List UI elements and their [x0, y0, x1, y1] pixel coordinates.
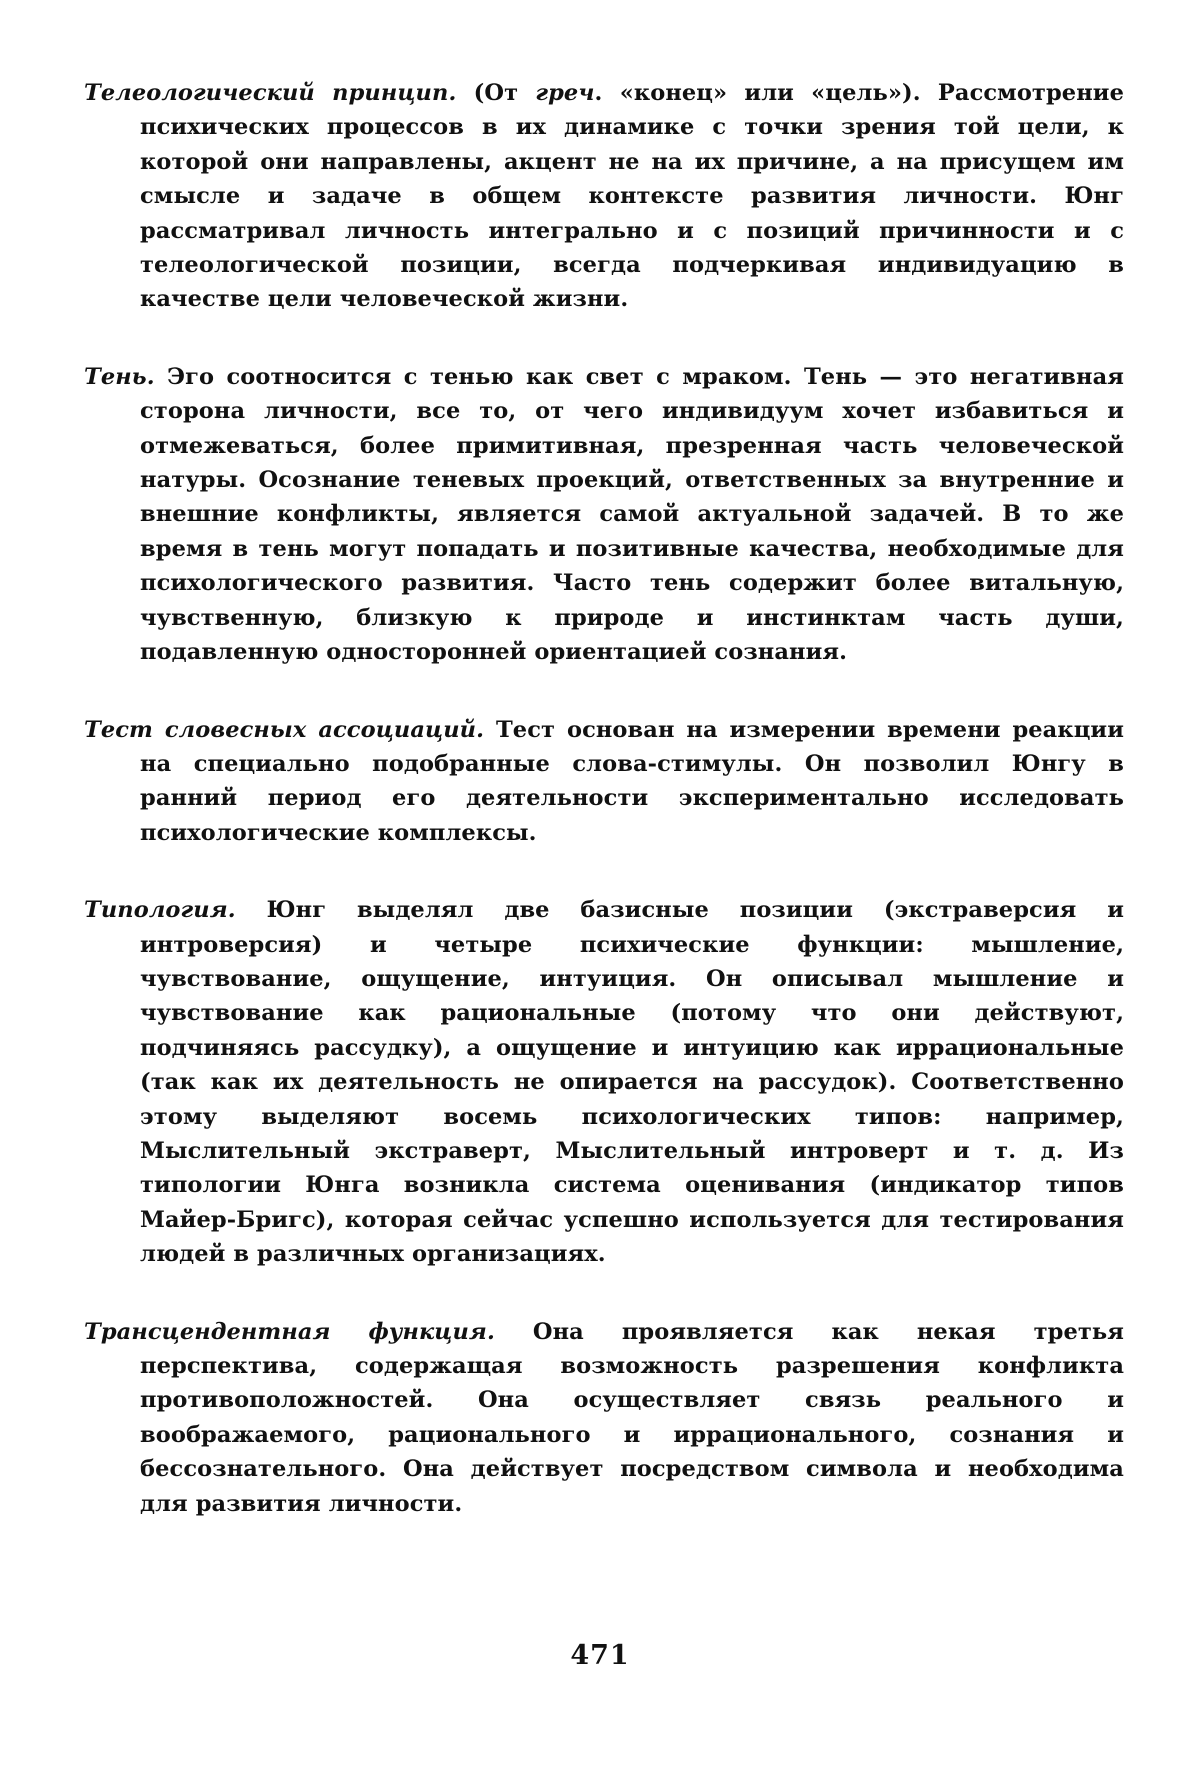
glossary-entry-transcendent-function: Трансцендентная функция. Она проявляется как некая третья перспектива, содержащая возможность разрешения конфликта противоположностей. Она осуществляет связь реального и воображаемого, рационального и иррационального, сознания и бессознательного. Она действует посредством символа и необходима для развития личности. — [84, 1315, 1124, 1521]
glossary-entry-word-association-test: Тест словесных ассоциаций. Тест основан на измерении времени реакции на специально подобранные слова-стимулы. Он позволил Юнгу в ранний период его деятельности экспериментально исследовать психологические комплексы. — [84, 713, 1124, 851]
entry-definition: Юнг выделял две базисные позиции (экстраверсия и интроверсия) и четыре психические функции: мышление, чувствование, ощущение, интуиция. Он описывал мышление и чувствование как рациональные (потому что они действуют, подчиняясь рассудку), а ощущение и интуицию как иррациональные (так как их деятельность не опирается на рассудок). Соответственно этому выделяют восемь психологических типов: например, Мыслительный экстраверт, Мыслительный интроверт и т. д. Из типологии Юнга возникла система оценивания (индикатор типов Майер-Бригс), которая сейчас успешно используется для тестирования людей в различных организациях. — [140, 897, 1124, 1267]
entry-definition: Тест основан на измерении времени реакции на специально подобранные слова-стимулы. Он позволил Юнгу в ранний период его деятельности экспериментально исследовать психологические комплексы. — [140, 717, 1124, 846]
entry-term: Телеологический принцип — [84, 80, 448, 106]
page-number: 471 — [0, 1640, 1200, 1671]
glossary-entry-teleological-principle: Телеологический принцип. (От греч. «конец» или «цель»). Рассмотрение психических процессов в их динамике с точки зрения той цели, к которой они направлены, акцент не на их причине, а на присущем им смысле и задаче в общем контексте развития личности. Юнг рассматривал личность интегрально и с позиций причинности и с телеологической позиции, всегда подчеркивая индивидуацию в качестве цели человеческой жизни. — [84, 76, 1124, 317]
entry-term: Тест словесных ассоциаций — [84, 717, 476, 743]
glossary-entry-shadow: Тень. Эго соотносится с тенью как свет с мраком. Тень — это негативная сторона личности, все то, от чего индивидуум хочет избавиться и отмежеваться, более примитивная, презренная часть человеческой натуры. Осознание теневых проекций, ответственных за внутренние и внешние конфликты, является самой актуальной задачей. В то же время в тень могут попадать и позитивные качества, необходимые для психологического развития. Часто тень содержит более витальную, чувственную, близкую к природе и инстинктам часть души, подавленную односторонней ориентацией сознания. — [84, 360, 1124, 670]
entry-definition: Эго соотносится с тенью как свет с мраком. Тень — это негативная сторона личности, все то, от чего индивидуум хочет избавиться и отмежеваться, более примитивная, презренная часть человеческой натуры. Осознание теневых проекций, ответственных за внутренние и внешние конфликты, является самой актуальной задачей. В то же время в тень могут попадать и позитивные качества, необходимые для психологического развития. Часто тень содержит более витальную, чувственную, близкую к природе и инстинктам часть души, подавленную односторонней ориентацией сознания. — [140, 364, 1124, 665]
entry-definition: Она проявляется как некая третья перспектива, содержащая возможность разрешения конфликта противоположностей. Она осуществляет связь реального и воображаемого, рационального и иррационального, сознания и бессознательного. Она действует посредством символа и необходима для развития личности. — [140, 1319, 1124, 1517]
entry-term: Трансцендентная функция — [84, 1319, 487, 1345]
entry-term: Тень — [84, 364, 147, 390]
glossary-entry-typology: Типология. Юнг выделял две базисные позиции (экстраверсия и интроверсия) и четыре психические функции: мышление, чувствование, ощущение, интуиция. Он описывал мышление и чувствование как рациональные (потому что они действуют, подчиняясь рассудку), а ощущение и интуицию как иррациональные (так как их деятельность не опирается на рассудок). Соответственно этому выделяют восемь психологических типов: например, Мыслительный экстраверт, Мыслительный интроверт и т. д. Из типологии Юнга возникла система оценивания (индикатор типов Майер-Бригс), которая сейчас успешно используется для тестирования людей в различных организациях. — [84, 893, 1124, 1271]
page-body — [84, 76, 1124, 1564]
entry-term: Типология — [84, 897, 228, 923]
